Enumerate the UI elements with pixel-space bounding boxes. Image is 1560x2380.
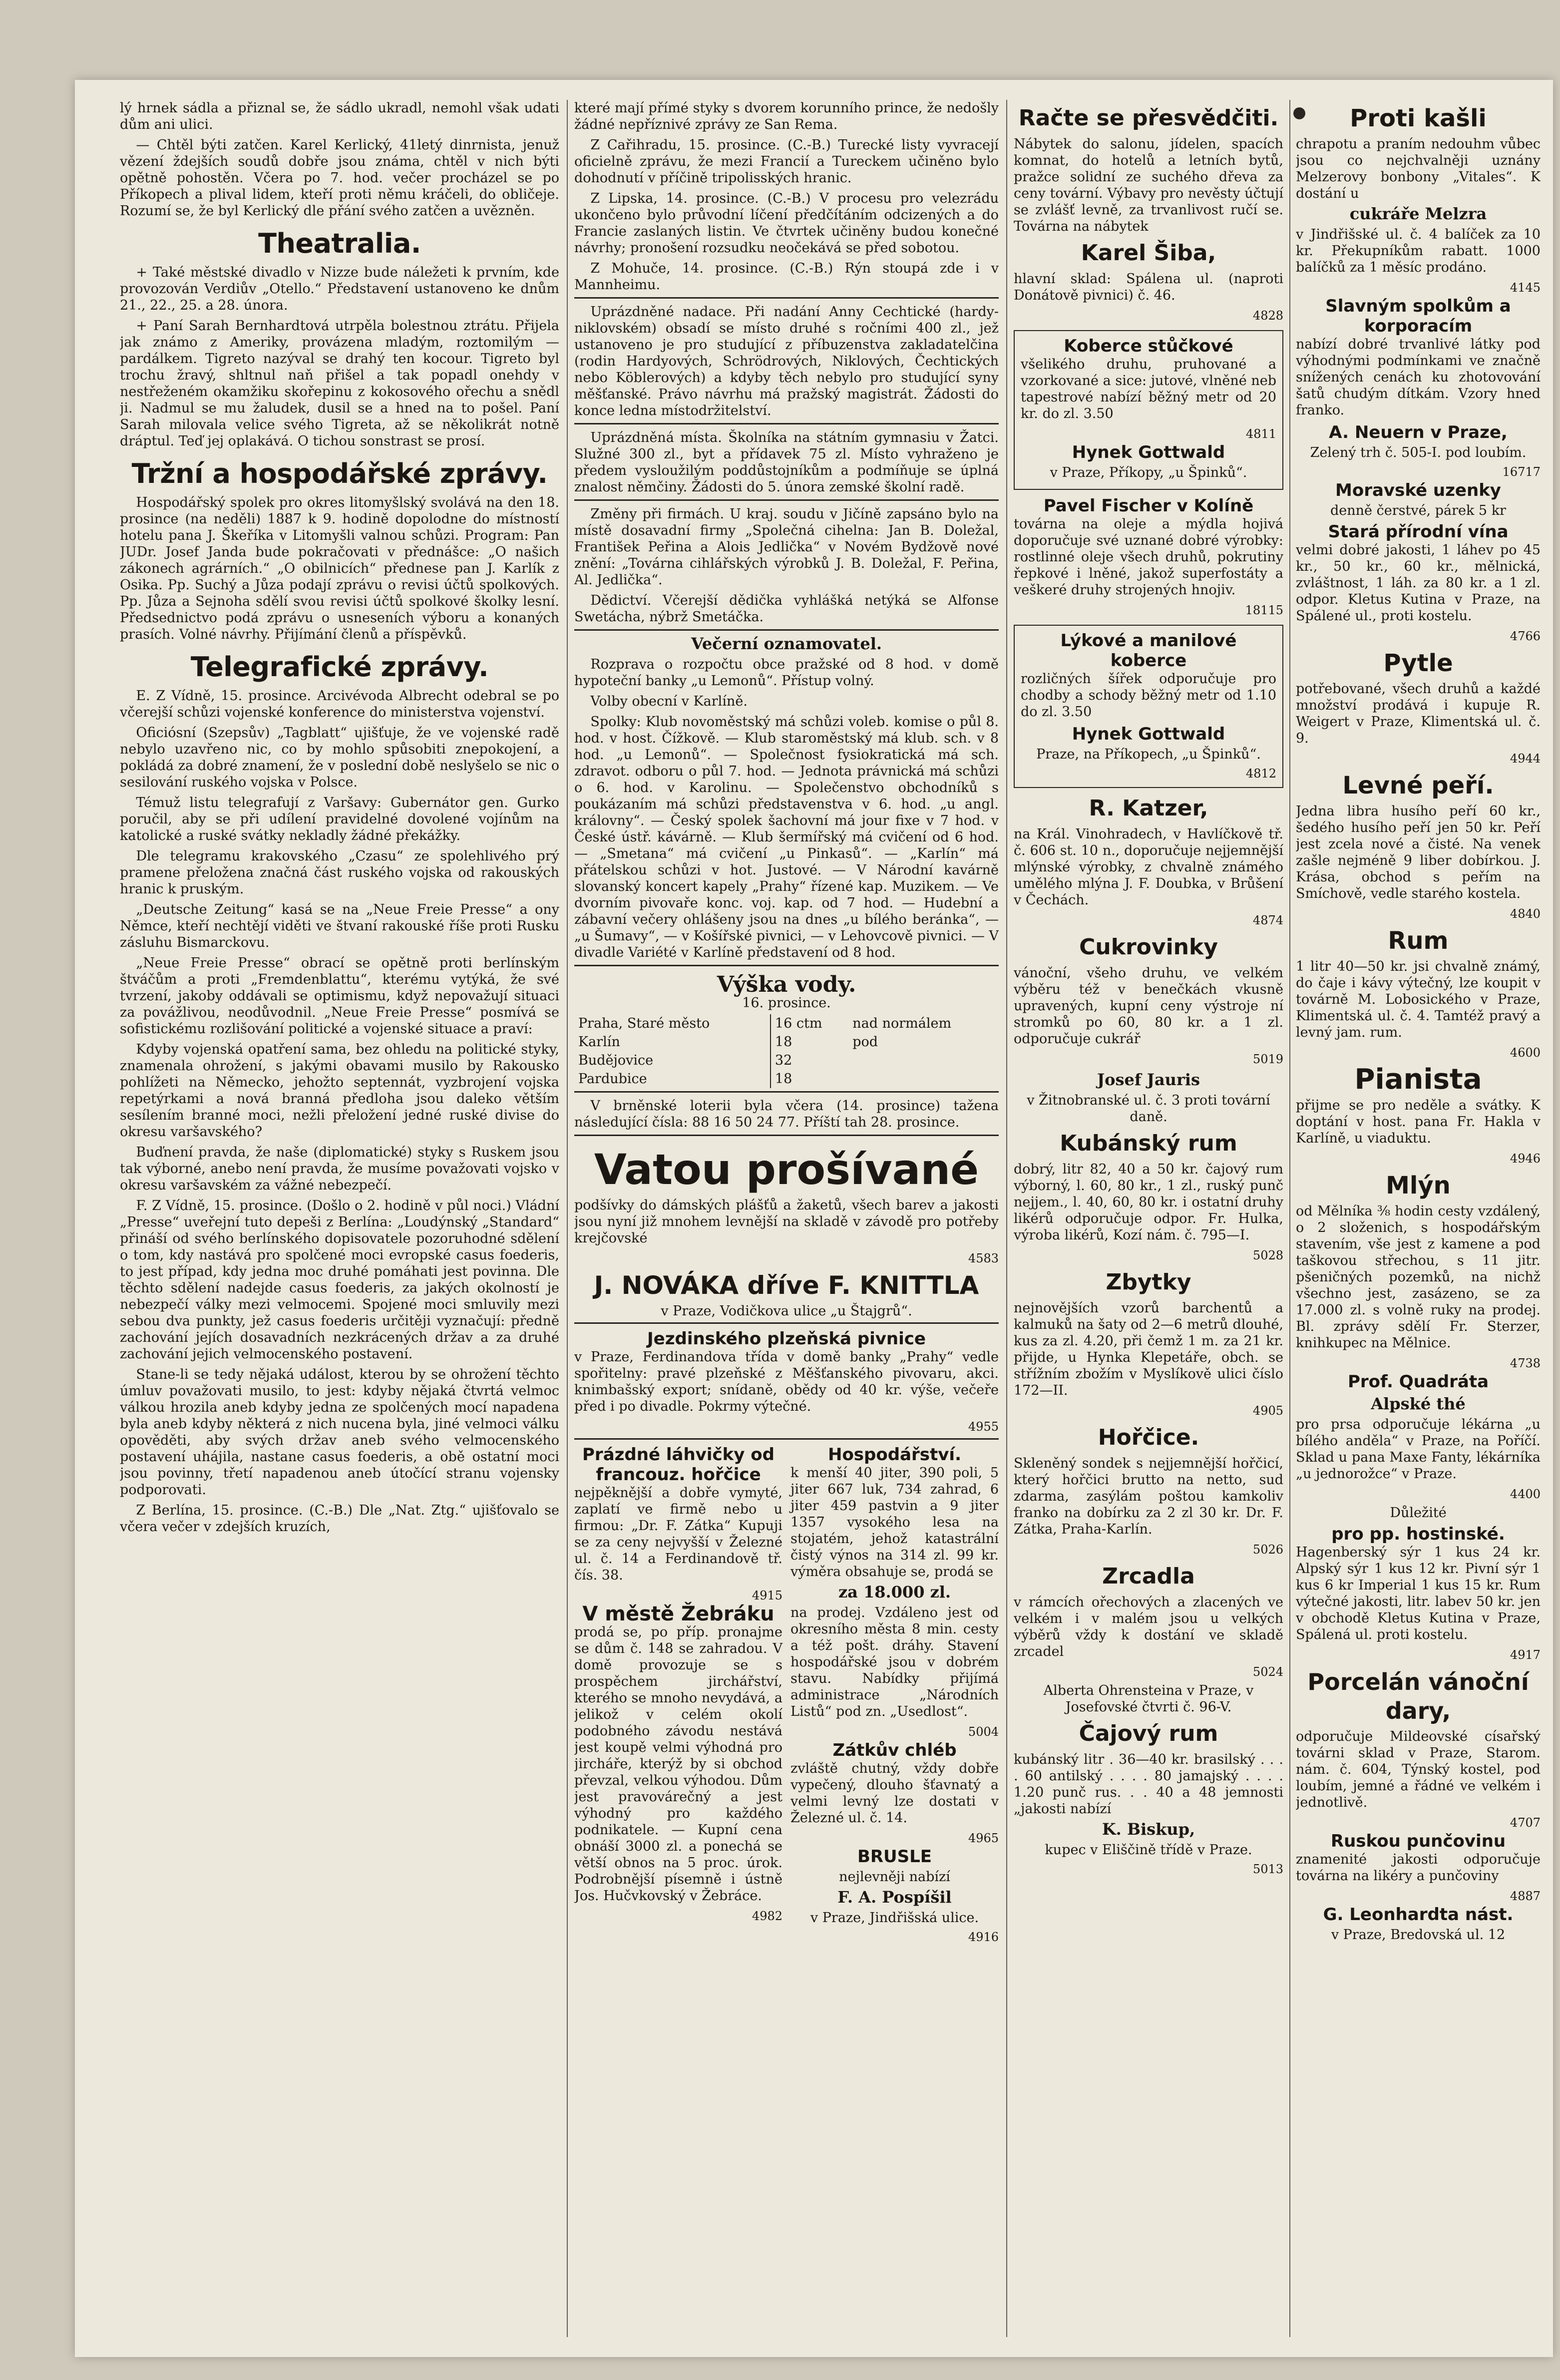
article-text: „Neue Freie Presse“ obrací se opětně proti berlínským štváčům a proti „Fremdenblattu“, kterému vytýká, že své tvrzení, jakoby oddávali se optimismu, když nepovažují situaci za povážlivou, neodůvodnil. „Neue Freie Presse“ posmívá se sofistickému rozlišování politické a vojenské situace a praví: (120, 955, 559, 1037)
ad-text: Nábytek do salonu, jídelen, spacích komnat, do hotelů a letních bytů, pražce solidní ze suchého dřeva za ceny tovární. Výbavy pro nevěsty účtují se zvlášť levně, za trvanlivost ručí se. Továrna na nábytek (1014, 136, 1283, 234)
ad-number: 4583 (968, 1251, 999, 1265)
ad-number: 5019 (1252, 1052, 1283, 1066)
article-text: Kdyby vojenská opatření sama, bez ohledu na politické styky, znamenala ohrožení, s jakými obavami musilo by Rakousko pohlížeti na Německo, jehožto septennát, vyzbrojení vojska repetýrkami a nová branná předloha jsou daleko větším sesílením branné moci, nežli přeložení jedné ruské divise do okresu varšavského? (120, 1042, 559, 1140)
ad-text: od Mělníka ⅜ hodin cesty vzdálený, o 2 složenich, s hospodářským stavením, vše jest z kamene a pod taškovou střechou, s 11 jitr. pšeničných pozemků, na nichž všechno jest, zasázeno, se za 17.000 zl. s volně ruky na prodej. Bl. zprávy sdělí Fr. Sterzer, knihkupec na Mělnice. (1296, 1203, 1541, 1351)
ad-text: přijme se pro neděle a svátky. K doptání v host. pana Fr. Hakla v Karlíně, u viaduktu. (1296, 1098, 1541, 1146)
ad-number: 4600 (1510, 1046, 1541, 1060)
column-4 (1296, 100, 1541, 2337)
article-text: E. Z Vídně, 15. prosince. Arcivévoda Albrecht odebral se po včerejší schůzi vojenské konference do ministerstva vojenství. (120, 688, 559, 720)
divider (574, 297, 999, 299)
article-text: Z Mohuče, 14. prosince. (C.-B.) Rýn stoupá zde i v Mannheimu. (574, 261, 999, 293)
ad-firm: Hynek Gottwald (1072, 442, 1225, 462)
ad-headline-racte: Račte se přesvědčiti. (1018, 105, 1279, 131)
ad-text: zvláště chutný, vždy dobře vypečený, dlouho šťavnatý a velmi levný lze dostati v Železné ul. č. 14. (790, 1761, 999, 1826)
ad-text: hlavní sklad: Spálena ul. (naproti Donátově pivnici) č. 46. (1014, 271, 1283, 303)
ad-number: 16717 (1502, 465, 1541, 479)
water-level-table (574, 1014, 999, 1088)
section-heading-market: Tržní a hospodářské zprávy. (131, 458, 548, 489)
column-3 (1014, 100, 1283, 2337)
water-level-place: Karlín (574, 1033, 771, 1051)
ad-text: na Král. Vinohradech, v Havlíčkově tř. č. 606 st. 10 n., doporučuje nejjemnější mlýnské výrobky, z chvalně známého umělého mlýna J. F. Doubka, v Brůšení v Čechách. (1014, 826, 1283, 908)
article-text: Témuž listu telegrafují z Varšavy: Gubernátor gen. Gurko poručil, aby se při udílení pravidelné dovolené vojínům na katolické a ruské svátky nekladly žádné překážky. (120, 795, 559, 843)
ad-headline-horcice: Hořčice. (1098, 1425, 1199, 1450)
water-level-row (574, 1070, 998, 1088)
ad-text: potřebované, všech druhů a každé množství prodává i kupuje R. Weigert v Praze, Klimentská ul. č. 9. (1296, 681, 1541, 746)
ad-text: v Praze, Ferdinandova třída v domě banky „Prahy“ vedle spořitelny: pravé plzeňské z Měšťanského pivovaru, akci. knimbašský export; snídaně, obědy od 40 kr. výše, večeře před i po divadle. Pokrmy výtečné. (574, 1349, 999, 1414)
ad-firm: cukráře Melzra (1349, 204, 1487, 223)
ad-text: dobrý, litr 82, 40 a 50 kr. čajový rum výborný, l. 60, 80 kr., 1 zl., ruský punč nejjem., l. 40, 60, 80 kr. i ostatní druhy likérů odporučuje odpor. Fr. Hulka, výroba likérů, Kozí nám. č. 795—I. (1014, 1162, 1283, 1243)
water-level-value: 18 (775, 1034, 792, 1050)
ad-headline-brusle: BRUSLE (857, 1847, 932, 1867)
ad-address: Alberta Ohrensteina v Praze, v Josefovské čtvrti č. 96-V. (1043, 1683, 1254, 1715)
ad-text: vánoční, všeho druhu, ve velkém výběru též v benečkách vkusně upravených, kupní ceny výstroje ní stromků po 60, 80 kr. a 1 zl. odporučuje cukrář (1014, 965, 1283, 1047)
ad-headline-zrcadla: Zrcadla (1102, 1564, 1195, 1589)
ad-headline-porcelan: Porcelán vánoční dary, (1307, 1668, 1529, 1724)
ad-text: denně čerstvé, párek 5 kr (1330, 503, 1506, 518)
ad-number: 4707 (1510, 1816, 1541, 1830)
ad-text: na prodej. Vzdáleno jest od okresního města 8 min. cesty a též pošt. dráhy. Stavení hospodářské jsou v dobrém stavu. Nabídky přijímá administrace „Národních Listů“ pod zn. „Usedlost“. (790, 1605, 999, 1719)
ad-firm: K. Biskup, (1102, 1820, 1195, 1839)
ad-headline-pivnice: Jezdinského plzeňská pivnice (647, 1329, 926, 1349)
column-divider (1006, 100, 1007, 2337)
article-text: Buďnení pravda, že naše (diplomatické) styky s Ruskem jsou tak výborné, anebo není pravda, že musíme považovati vojsko v okresu varšavském za vážné nebezpečí. (120, 1145, 559, 1193)
divider (574, 1322, 999, 1324)
ad-firm: Josef Jauris (1097, 1070, 1200, 1089)
article-text: Dědictví. Včerejší dědička vyhlášká netýká se Alfonse Swetácha, nýbrž Smetáčka. (574, 593, 999, 625)
ad-text: nejpěknější a dobře vymyté, zaplatí ve firmě nebo u firmou: „Dr. F. Zátka“ Kupuji se za ceny nejvyšší v Železné ul. č. 14 a Ferdinandově tř. čís. 38. (574, 1485, 782, 1583)
ad-headline-caj: Čajový rum (1079, 1721, 1218, 1746)
ad-number: 4887 (1510, 1889, 1541, 1903)
ad-headline-koberce: Koberce stůčkové (1064, 336, 1233, 356)
ad-number: 5028 (1252, 1248, 1283, 1262)
ad-number: 5024 (1252, 1665, 1283, 1679)
ad-headline-chleb: Zátkův chléb (832, 1740, 957, 1760)
ad-headline-kasli: Proti kašli (1350, 104, 1487, 132)
ad-firm: Hynek Gottwald (1072, 724, 1225, 744)
ad-headline-pianista: Pianista (1354, 1063, 1482, 1096)
divider (574, 1135, 999, 1136)
ad-headline-zbytky: Zbytky (1106, 1269, 1191, 1295)
ad-headline-peri: Levné peří. (1342, 772, 1494, 799)
water-level-row (574, 1014, 998, 1033)
ad-address: Zelený trh č. 505-I. pod loubím. (1310, 445, 1527, 460)
article-text: „Deutsche Zeitung“ kasá se na „Neue Freie Presse“ a ony Němce, kteří nechtějí viděti ve štvaní rakouské říše proti Rusku zásluhu Bismarckovu. (120, 902, 559, 950)
ad-address: v Praze, Jindřišská ulice. (810, 1910, 979, 1926)
article-text: Změny při firmách. U kraj. soudu v Jičíně zapsáno bylo na místě dosavadní firmy „Společná cihelna: Jan B. Doležal, František Peřina a Alois Jedlička“ v Novém Bydžově nové znění: „Továrna cihlářských výrobků J. B. Doležal, F. Peřina, Al. Jedlička“. (574, 506, 999, 588)
ad-text: prodá se, po příp. pronajme se dům č. 148 se zahradou. V domě provozuje se s prospěchem jirchářství, kterého se mnoho nevydává, a jelikož v celém okolí podobného závodu nestává jest koupě velmi výhodná pro jircháře, kterýž by si obchod převzal, velkou výhodou. Dům jest pravovárečný a jest výhodný pro každého podnikatele. — Kupní cena obnáší 3000 zl. a ponechá se větší obnos na 5 proc. úrok. Podrobnější písemně i ústně Jos. Hučvkovský v Žebráce. (574, 1624, 782, 1904)
article-text: Hospodářský spolek pro okres litomyšlský svolává na den 18. prosince (na neděli) 1887 k 9. hodině dopolodne do místností hotelu pana J. Škeříka v Litomyšli valnou schůzi. Program: Pan JUDr. Josef Janda bude pokračovati v přednášce: „O našich zákonech agrárních.“ „O obilnicích“ přednese pan J. Karlík z Osika. Pp. Suchý a Jůza podají zprávu o revisi účtů spolkových. Pp. Jůza a Sejnoha sdělí svou revisi účtů spolkové školky lesní. Předsednictvo podá zprávu o usneseních výboru a konaných prasích. Volné návrhy. Přijímání členů a příspěvků. (120, 495, 559, 642)
ad-number: 4905 (1252, 1404, 1283, 1418)
water-level-place: Praha, Staré město (574, 1014, 771, 1033)
ad-headline-rum: Kubánský rum (1060, 1131, 1237, 1156)
ad-number: 4946 (1510, 1152, 1541, 1166)
article-text: Dle telegramu krakovského „Czasu“ ze spolehlivého prý pramene přeložena značná část ruského vojska od rakouských hranic k pruským. (120, 848, 559, 897)
article-text: lý hrnek sádla a přiznal se, že sádlo ukradl, nemohl však udati dům ani ulici. (120, 100, 559, 132)
divider (574, 1091, 999, 1093)
newspaper-page (75, 80, 1553, 2357)
ad-text: v Jindřišské ul. č. 4 balíček za 10 kr. Překupníkům rabatt. 1000 balíčků za 1 měsíc prodáno. (1296, 227, 1541, 275)
ad-text: rozličných šířek odporučuje pro chodby a schody běžný metr od 1.10 do zl. 3.50 (1021, 671, 1276, 720)
article-text: Uprázdněné nadace. Při nadání Anny Cechtické (hardy-niklovském) obsadí se místo druhé s ročními 400 zl., jež ustanoveno je pro studující z příbuzenstva zakladatelčina (rodin Hardyových, Schrödrových, Niklových, Čechtických nebo Köblerových) a kdyby těch nebylo pro studující syny měšťanské. Právo návrhu má pražský magistrát. Žádosti do konce ledna místodržitelství. (574, 304, 999, 418)
ad-number: 4915 (752, 1588, 782, 1602)
ad-number: 4917 (1510, 1648, 1541, 1662)
ad-headline-pytle: Pytle (1383, 649, 1453, 677)
ad-row (574, 1445, 999, 1946)
article-text: Z Berlína, 15. prosince. (C.-B.) Dle „Nat. Ztg.“ ujišťovalo se včera večer v zdejších kruzích, (120, 1503, 559, 1535)
section-heading-telegraph: Telegrafické zprávy. (190, 651, 489, 683)
divider (574, 499, 999, 501)
ad-headline-quadrata: Prof. Quadráta (1347, 1372, 1489, 1392)
ad-firm: A. Neuern v Praze, (1329, 422, 1508, 442)
ad-headline-horcice: Prázdné láhvičky od francouz. hořčice (582, 1445, 775, 1485)
ad-headline-punc: Ruskou punčovinu (1330, 1831, 1506, 1851)
ad-text: nabízí dobré trvanlivé látky pod výhodnými podmínkami ve značně snížených cenách ku zhotovování šatů chudým dítkám. Vzory hned franko. (1296, 337, 1541, 418)
ad-number: 4766 (1510, 629, 1541, 643)
ad-text: podšívky do dámských plášťů a žaketů, všech barev a jakosti jsou nyní již mnohem levnější na skladě v závodě pro potřeby krejčovské (574, 1197, 999, 1246)
divider (574, 1438, 999, 1440)
article-text: Z Lipska, 14. prosince. (C.-B.) V procesu pro velezrádu ukončeno bylo průvodní líčení předčítáním odcizených a do Francie zaslaných listin. Ve čtvrtek učiněny budou konečné návrhy; pronošení rozsudku neočekává se před sobotou. (574, 191, 999, 256)
ad-number: 4840 (1510, 907, 1541, 921)
ad-text: nejnovějších vzorů barchentů a kalmuků na šaty od 2—6 metrů dlouhé, kus za zl. 4.20, při čemž 1 m. za 21 kr. přijde, u Hynka Klepetáře, obch. se střížním zbožím v Myslíkově ulici číslo 172—II. (1014, 1300, 1283, 1398)
article-text: Z Cařihradu, 15. prosince. (C.-B.) Turecké listy vyvracejí oficielně zprávu, že mezi Francií a Tureckem učiněno bylo dohodnutí v příčině tripolisských hranic. (574, 137, 999, 186)
ad-address: v Žitnobranské ul. č. 3 proti tovární daně. (1027, 1093, 1270, 1125)
ad-text: velmi dobré jakosti, 1 láhev po 45 kr., 50 kr., 60 kr., mělnická, zvláštnost, 1 láh. za 80 kr. a 1 zl. odpor. Kletus Kutina v Praze, na Spálené ul., proti kostelu. (1296, 542, 1541, 624)
article-text: Oficiósní (Szepsův) „Tagblatt“ ujišťuje, že ve vojenské radě nebylo uzavřeno nic, co by mohlo spůsobiti znepokojení, a pokládá za dobré znamení, že v poslední době neslyšelo se nic o sesilování ruského vojska v Polsce. (120, 725, 559, 790)
column-1 (120, 100, 559, 2337)
ad-subheadline: Alpské thé (1371, 1394, 1466, 1413)
article-text: Volby obecní v Karlíně. (590, 694, 748, 709)
ad-text: v rámcích ořechových a zlacených ve velkém i v malém jsou u velkých výběrů vždy k dostání ve skladě zrcadel (1014, 1594, 1283, 1659)
water-level-place: Budějovice (574, 1051, 771, 1070)
water-level-note: nad normálem (852, 1016, 952, 1031)
ad-headline-katzer: R. Katzer, (1089, 795, 1208, 821)
water-level-value: 16 ctm (775, 1016, 822, 1031)
ad-headline-hospodarstvi: Hospodářství. (827, 1445, 962, 1465)
ad-text: chrapotu a praním nedouhm vůbec jsou co nejchvalněji uznány Melzerovy bonbony „Vitales“. K dostání u (1296, 136, 1541, 201)
ad-number: 5026 (1252, 1543, 1283, 1557)
ad-number: 4400 (1510, 1487, 1541, 1501)
ad-headline-vatou: Vatou prošívané (594, 1145, 979, 1194)
column-divider (1289, 100, 1290, 2337)
ad-block (574, 1445, 782, 1946)
water-level-value: 32 (775, 1053, 792, 1068)
ad-headline-rum: Rum (1388, 927, 1449, 955)
ad-firm: G. Leonhardta nást. (1323, 1905, 1514, 1925)
ad-number: 4944 (1510, 752, 1541, 766)
ad-headline-hostinske: pro pp. hostinské. (1331, 1524, 1505, 1544)
ad-number: 4982 (752, 1909, 782, 1923)
ad-text: 1 litr 40—50 kr. jsi chvalně známý, do čaje i kávy výtečný, lze koupit v továrně M. Lobosického v Praze, Klimentská ul. č. 4. Tamtéž pravý a levný jam. rum. (1296, 959, 1541, 1040)
ad-text: Hagenberský sýr 1 kus 24 kr. Alpský sýr 1 kus 12 kr. Pivní sýr 1 kus 6 kr Imperial 1 kus 15 kr. Rum výtečné jakosti, litr. labev 50 kr. jen v obchodě Kletus Kutina v Praze, Spálená ul. proti kostelu. (1296, 1545, 1541, 1642)
column-2 (574, 100, 999, 2337)
ad-number: 4812 (1245, 767, 1276, 781)
water-level-row (574, 1051, 998, 1070)
water-level-place: Pardubice (574, 1070, 771, 1088)
ad-headline-vina: Stará přírodní vína (1328, 522, 1509, 542)
ad-text: pro prsa odporučuje lékárna „u bílého anděla“ v Praze, na Poříčí. Sklad u pana Maxe Fanty, lékárníka „u jednorožce“ v Praze. (1296, 1417, 1541, 1482)
ad-text: odporučuje Mildeovské císařský továrni sklad v Praze, Starom. nám. č. 604, Týnský kostel, pod loubím, jemné a řádné ve velkém i jednotlivě. (1296, 1729, 1541, 1810)
article-text: V brněnské loterii byla včera (14. prosince) tažena následující čísla: 88 16 50 24 77. Příští tah 28. prosince. (574, 1098, 999, 1130)
ad-number: 18115 (1245, 603, 1283, 617)
article-text: + Paní Sarah Bernhardtová utrpěla bolestnou ztrátu. Přijela jak známo z Ameriky, provázena mladým, roztomilým — pardálkem. Tigreto nazýval se drahý ten kocour. Tigreto byl trochu žravý, shltnul naň přišel a tak popadl onehdy v nestřeženém okamžiku skořepinu z kokosového ořechu a snědl ji. Nadmul se mu žaludek, dusil se a hned na to pošel. Paní Sarah milovala velice svého Tigreta, až se několikrát notně dráptul. Teď jej oplakává. O tichou sonstrast se prosí. (120, 318, 559, 449)
ad-number: 5013 (1252, 1862, 1283, 1876)
ad-text: továrna na oleje a mýdla hojivá doporučuje své uznané dobré výrobky: rostlinné oleje všech druhů, pokrutiny řepkové i lněné, jakož superfostáty a veškeré druhy strojených hnojiv. (1014, 516, 1283, 598)
section-heading-evening: Večerní oznamovatel. (691, 634, 882, 653)
article-text: + Také městské divadlo v Nizze bude náležeti k prvním, kde provozován Verdiův „Otello.“ Představení ustanoveno ke dnům 21., 22., 25. a 28. února. (120, 265, 559, 313)
ad-number: 4811 (1245, 427, 1276, 441)
ad-text: kubánský litr . 36—40 kr. brasilský . . . . 60 antilský . . . . 80 jamajský . . . . 1.20 punč rus. . . 40 a 48 jemnosti „jakosti nabízí (1014, 1752, 1283, 1817)
article-text: Rozprava o rozpočtu obce pražské od 8 hod. v domě hypoteční banky „u Lemonů“. Přístup volný. (574, 657, 999, 689)
ad-price: za 18.000 zl. (838, 1583, 951, 1601)
ad-number: 4828 (1252, 309, 1283, 323)
ad-note: Důležité (1390, 1505, 1447, 1521)
water-level-title: Výška vody. (717, 972, 856, 997)
divider (574, 965, 999, 966)
article-text: F. Z Vídně, 15. prosince. (Došlo o 2. hodině v půl noci.) Vládní „Presse“ uveřejní tuto depeši z Berlína: „Loudýnský „Standard“ přináší od svého berlínského dopisovatele pozoruhodné sdělení o tom, kdy nastává pro spolčené moci evropské casus foederis, to jest případ, kdy jedna moc druhé pomáhati jest povinna. Dle těchto sdělení nadejde casus foederis, za jakých okolností je nebezpečí války mezi velmocemi. Spojené moci smluvily mezi sebou dva punkty, jež casus foederis určitěji vyznačují: předně zachování jejích dosavadních nezkrácených držav a za druhé zachování jejich velmocenského postavení. (120, 1198, 559, 1362)
ad-text: Jedna libra husího peří 60 kr., šedého husího peří jen 50 kr. Peří jest zcela nové a čisté. Na venek zašle nejméně 9 liber dobírkou. J. Krása, obchod s peřím na Smíchově, vedle starého kostela. (1296, 803, 1541, 901)
ad-number: 4738 (1510, 1356, 1541, 1370)
ad-number: 4965 (968, 1831, 999, 1845)
ad-headline-siba: Karel Šiba, (1081, 240, 1216, 266)
article-text: — Chtěl býti zatčen. Karel Kerlický, 41letý dinrnista, jenuž vězení ždejších soudů dobře jsou známa, chtěl v nich býti opětně pohostěn. Včera po 7. hod. večer procházel se po Příkopech a plival lidem, kteří proti němu kráčeli, do obličeje. Rozumí se, že byl Kerlický dle přání svého zatčen a uvězněn. (120, 137, 559, 219)
ad-headline-mlyn: Mlýn (1386, 1172, 1451, 1199)
water-level-note (848, 1070, 998, 1088)
ad-headline-spolkum: Slavným spolkům a korporacím (1325, 296, 1511, 336)
ad-text: znamenité jakosti odporučuje továrna na likéry a punčoviny (1296, 1852, 1541, 1884)
ad-headline-novak: J. NOVÁKA dříve F. KNITTLA (594, 1271, 979, 1300)
water-level-row (574, 1033, 998, 1051)
ad-text: nejlevněji nabízí (839, 1869, 950, 1885)
ad-address: kupec v Eliščině třídě v Praze. (1045, 1842, 1252, 1858)
section-heading-theatralia: Theatralia. (258, 228, 421, 259)
water-level-note: pod (852, 1034, 878, 1050)
ad-text: Skleněný sondek s nejjemnější hořčicí, který hořčici brutto na netto, sud zdarma, zasýlám poštou kamkoliv franko na dobírku za 2 zl 30 kr. Dr. F. Zátka, Praha-Karlín. (1014, 1456, 1283, 1537)
article-text: Uprázdněná místa. Školníka na státním gymnasiu v Žatci. Služné 300 zl., byt a přídavek 75 zl. Místo vyhraženo je předem vysloužilým poddůstojníkům a podmíňuje se úplná znalost němčiny. Žádosti do 5. února zemské školní radě. (574, 430, 999, 495)
ad-box-lykove (1014, 625, 1283, 788)
ad-number: 4955 (968, 1420, 999, 1434)
column-divider (567, 100, 568, 2337)
ad-number: 4916 (968, 1930, 999, 1944)
ad-number: 5004 (968, 1725, 999, 1739)
water-level-note (848, 1051, 998, 1070)
ad-address: v Praze, Bredovská ul. 12 (1331, 1927, 1506, 1943)
ad-headline-uzenky: Moravské uzenky (1335, 480, 1501, 500)
article-text: které mají přímé styky s dvorem korunního prince, že nedošly žádné nepříznivé zprávy ze San Rema. (574, 100, 999, 132)
ad-text: k menší 40 jiter, 390 poli, 5 jiter 667 luk, 734 zahrad, 6 jiter 459 pastvin a 9 jiter 1357 vysokého lesa na stojatém, jehož katastrální čistý výnos na 314 zl. 99 kr. výměra obsahuje se, prodá se (790, 1465, 999, 1580)
ad-headline-cukrovinky: Cukrovinky (1079, 934, 1218, 960)
ad-box-koberce (1014, 330, 1283, 490)
ad-address: v Praze, Příkopy, „u Špinků“. (1050, 465, 1247, 480)
divider (574, 423, 999, 424)
ad-address: v Praze, Vodičkova ulice „u Štajgrů“. (661, 1303, 912, 1319)
divider (574, 629, 999, 631)
water-level-value: 18 (775, 1071, 792, 1087)
article-text: Stane-li se tedy nějaká událost, kterou by se ohrožení těchto úmluv považovati musilo, to jest: kdyby nějaká čtvrtá velmoc válkou hrozila aneb kdyby jedna ze spolčených mocí napadena byla aneb kdyby některá z nich nucena byla, jiné velmoci válku opověděti, aby svých držav aneb svého velmocenského postavení uhájila, nastane casus foederis, a obě ostatní moci jsou povinny, třetí napadenou aneb útočící stranu vojensky podporovati. (120, 1367, 559, 1498)
article-text: Spolky: Klub novoměstský má schůzi voleb. komise o půl 8. hod. v host. Čížkově. — Klub staroměstský má klub. sch. v 8 hod. „u Lemonů“. — Společnost fysiokratická má sch. zdravot. odboru o půl 7. hod. — Jednota právnická má schůzi o 6. hod. v Karolinu. — Společenstvo obchodníků s poukázaním má schůzi představenstva v 6. hod. „u angl. královny“. — Český spolek šachovní má jour fixe v 7 hod. v České ústř. kávárně. — Klub šermířský má cvičení od 6 hod. — „Smetana“ má cvičení „u Pinkasů“. — „Karlín“ má přátelskou schůzi v hot. Justové. — V Národní kavárně slovanský koncert kapely „Prahy“ řízené kap. Muzikem. — Ve dvorním pivovaře konc. voj. kap. od 7 hod. — Hudební a zábavní večery ohlášeny jsou na dnes „u bílého beránka“, — „u Šumavy“, — v Košířské pivnici, — v Lehovcově pivnici. — V divadle Variété v Karlíně představení od 8 hod. (574, 714, 999, 960)
ad-block (790, 1445, 999, 1946)
ad-address: Praze, na Příkopech, „u Špinků“. (1036, 747, 1261, 762)
ad-number: 4145 (1510, 281, 1541, 295)
ad-number: 4874 (1252, 913, 1283, 927)
ad-firm: F. A. Pospíšil (837, 1888, 952, 1907)
ad-headline-lykove: Lýkové a manilové koberce (1060, 631, 1237, 671)
ad-headline-fischer: Pavel Fischer v Kolíně (1043, 496, 1254, 516)
ad-headline-zebrak: V městě Žebráku (582, 1602, 775, 1625)
water-level-date: 16. prosince. (742, 995, 831, 1011)
ad-text: všelikého druhu, pruhované a vzorkované a sice: jutové, vlněné neb tapestrové nabízí běžný metr od 20 kr. do zl. 3.50 (1021, 357, 1276, 421)
